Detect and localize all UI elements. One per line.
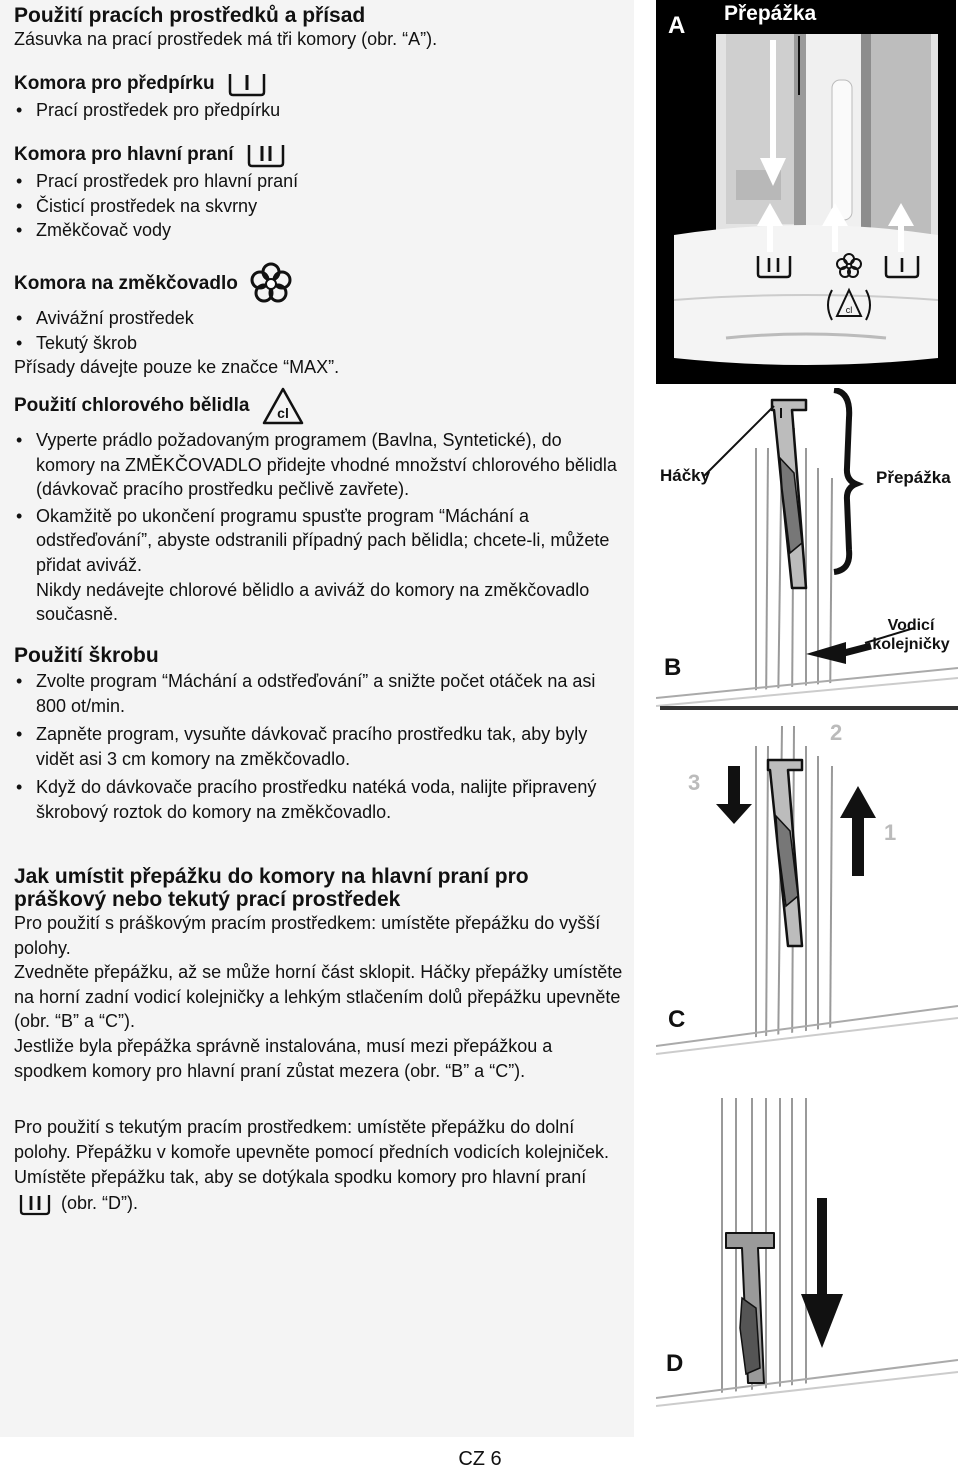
figure-b: [656, 388, 958, 714]
detergent-section: [14, 4, 624, 52]
figure-a-title: Přepážka: [724, 2, 817, 25]
bleach-title: Použití chlorového bělidla: [14, 395, 250, 417]
rails-label: Vodicí kolejničky: [872, 617, 950, 653]
list-item: • Čisticí prostředek na skvrny: [14, 194, 624, 219]
svg-text:cl: cl: [845, 305, 853, 315]
step-2-label: 2: [830, 720, 843, 745]
bleach-section: [14, 386, 624, 627]
bleach-note: Nikdy nedávejte chlorové bělidlo a aviváž do komory na změkčovadlo současně.: [36, 579, 590, 625]
mainwash-compartment: [14, 141, 624, 243]
prewash-compartment-icon: [226, 70, 268, 98]
figure-c-illustration: [656, 706, 958, 1060]
prewash-compartment: [14, 70, 624, 123]
divider-label: Přepážka: [876, 468, 951, 487]
chlorine-bleach-icon: [261, 386, 305, 426]
figure-a-drawer-illustration: [656, 0, 956, 384]
figure-d: [656, 1098, 958, 1413]
figure-b-label: B: [664, 654, 682, 681]
divider-powder-text: Pro použití s práškovým pracím prostředkem: umístěte přepážku do vyšší polohy. Zvedněte přepážku, až se může horní část sklopit. Háčky přepážky umístěte na horní zadní vodicí kolejničky a lehkým stlačením dolů přepážku upevněte (obr. “B” a “C”). Jestliže byla přepážka správně instalována, musí mezi přepážkou a spodkem komory pro hlavní praní zůstat mezera (obr. “B” a “C”).: [14, 913, 623, 1081]
list-item: • Avivážní prostředek: [14, 306, 624, 331]
softener-note: Přísady dávejte pouze ke značce “MAX”.: [14, 357, 340, 378]
divider-liquid-text-2: Umístěte přepážku tak, aby se dotýkala spodku komory pro hlavní praní: [14, 1167, 587, 1188]
figure-a-label: A: [668, 12, 686, 39]
page-number: CZ 6: [458, 1448, 502, 1470]
divider-section: [14, 865, 624, 1083]
figure-d-label: D: [666, 1350, 684, 1377]
divider-liquid-ref: (obr. “D”).: [61, 1193, 139, 1214]
step-1-label: 1: [884, 820, 897, 845]
figure-c-label: C: [668, 1006, 686, 1033]
starch-title: Použití škrobu: [14, 644, 159, 667]
mainwash-title: Komora pro hlavní praní: [14, 144, 234, 166]
section-title: Použití pracích prostředků a přísad: [14, 4, 366, 27]
list-item: • Prací prostředek pro předpírku: [14, 98, 624, 123]
mainwash-compartment-icon: [245, 141, 287, 169]
starch-section: [14, 644, 624, 825]
flower-icon: [249, 262, 293, 306]
list-item: • Prací prostředek pro hlavní praní: [14, 169, 624, 194]
divider-title: Jak umístit přepážku do komory na hlavní praní pro práškový nebo tekutý prací prostředek: [14, 865, 529, 911]
list-item: • Tekutý škrob: [14, 331, 624, 356]
svg-text:cl: cl: [276, 405, 289, 421]
hooks-label: Háčky: [660, 466, 711, 485]
divider-liquid: [14, 1115, 624, 1216]
figure-b-illustration: [656, 388, 958, 714]
list-item: • Zapněte program, vysuňte dávkovač pracího prostředku tak, aby byly vidět asi 3 cm komory na změkčovadlo.: [14, 722, 624, 771]
softener-compartment: [14, 262, 624, 380]
list-item: • Zvolte program “Máchání a odstřeďování” a snižte počet otáček na asi 800 ot/min.: [14, 669, 624, 718]
list-item: • Změkčovač vody: [14, 218, 624, 243]
section-intro: Zásuvka na prací prostředek má tři komory (obr. “A”).: [14, 29, 438, 49]
list-item: • Okamžitě po ukončení programu spusťte program “Máchání a odstřeďování”, abyste odstranili případný pach bělidla; chcete-li, můžete přidat aviváž.: [14, 504, 624, 578]
mainwash-compartment-icon: [18, 1192, 52, 1216]
list-item: • Když do dávkovače pracího prostředku natéká voda, nalijte připravený škrobový roztok do komory na změkčovadlo.: [14, 775, 624, 824]
list-item: • Vyperte prádlo požadovaným programem (Bavlna, Syntetické), do komory na ZMĚKČOVADLO přidejte vhodné množství chlorového bělidla (dávkovač pracího prostředku pečlivě zavřete).: [14, 428, 624, 502]
figure-a: [656, 0, 956, 384]
softener-title: Komora na změkčovadlo: [14, 273, 238, 295]
divider-liquid-text: Pro použití s tekutým pracím prostředkem: umístěte přepážku do dolní polohy. Přepážku v komoře upevněte pomocí předních vodicích kolejniček.: [14, 1117, 609, 1162]
prewash-title: Komora pro předpírku: [14, 73, 215, 95]
figure-c: [656, 706, 958, 1060]
step-3-label: 3: [688, 770, 701, 795]
figure-d-illustration: [656, 1098, 958, 1413]
